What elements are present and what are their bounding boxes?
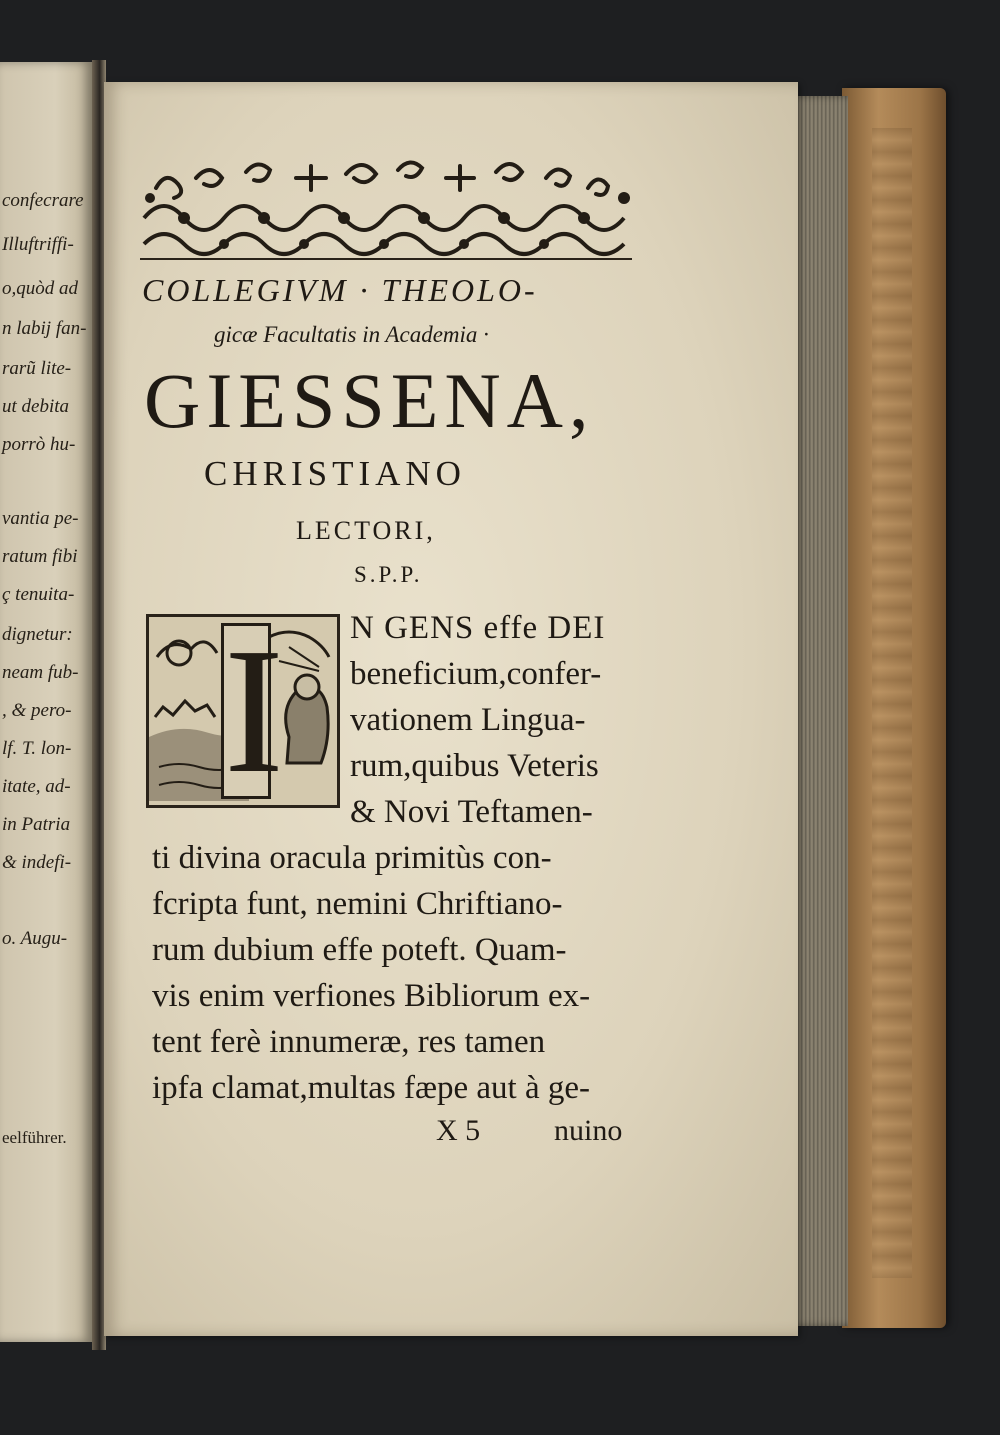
initial-letter: I: [224, 611, 284, 810]
body-line: rum,quibus Veteris: [350, 748, 599, 784]
body-line: & Novi Teftamen-: [350, 794, 593, 830]
left-facing-page: [0, 62, 92, 1342]
heading-spp: S.P.P.: [354, 562, 423, 587]
left-line: ç tenuita-: [2, 584, 75, 605]
body-line: N GENS effe DEI: [350, 610, 606, 646]
left-line: itate, ad-: [2, 776, 71, 797]
left-line: eelführer.: [2, 1128, 67, 1147]
heading-facultatis: gicæ Facultatis in Academia ·: [214, 322, 489, 347]
left-line: rarũ lite-: [2, 358, 72, 379]
right-page: [104, 82, 798, 1336]
page-block-edge: [790, 96, 848, 1326]
body-line: ti divina oracula primitùs con-: [152, 840, 552, 876]
body-line: vationem Lingua-: [350, 702, 586, 738]
left-line: ratum fibi: [2, 546, 78, 567]
left-line: dignetur:: [2, 624, 73, 645]
headpiece-ornament-icon: [136, 148, 636, 264]
ornament-rule: [140, 258, 632, 260]
body-line: beneficium,confer-: [350, 656, 602, 692]
catchword: nuino: [554, 1114, 623, 1147]
left-line: n labij fan-: [2, 318, 87, 339]
left-line: neam fub-: [2, 662, 79, 683]
body-line: vis enim verfiones Bibliorum ex-: [152, 978, 591, 1014]
heading-collegium: COLLEGIVM · THEOLO-: [142, 272, 538, 308]
left-line: o,quòd ad: [2, 278, 78, 299]
heading-christiano: CHRISTIANO: [204, 454, 466, 493]
signature-mark: X 5: [436, 1114, 481, 1147]
left-line: in Patria: [2, 814, 71, 835]
left-line: & indefi-: [2, 852, 72, 873]
body-line: ipfa clamat,multas fæpe aut à ge-: [152, 1070, 590, 1106]
left-line: ut debita: [2, 396, 70, 417]
left-line: porrò hu-: [2, 434, 76, 455]
heading-giessena: GIESSENA,: [144, 357, 595, 444]
woodcut-initial: [146, 611, 340, 810]
heading-lectori: LECTORI,: [296, 516, 436, 545]
book-cover-board: [842, 88, 946, 1328]
left-line: vantia pe-: [2, 508, 79, 529]
body-line: tent ferè innumeræ, res tamen: [152, 1024, 546, 1060]
left-line: o. Augu-: [2, 928, 68, 949]
body-line: fcripta funt, nemini Chriftiano-: [152, 886, 563, 922]
initial-letter-shape: [221, 611, 284, 810]
body-line: rum dubium effe poteft. Quam-: [152, 932, 567, 968]
left-line: confecrare: [2, 190, 84, 211]
left-line: , & pero-: [2, 700, 72, 721]
left-line: lf. T. lon-: [2, 738, 72, 759]
left-line: Illuftriffi-: [2, 234, 74, 255]
